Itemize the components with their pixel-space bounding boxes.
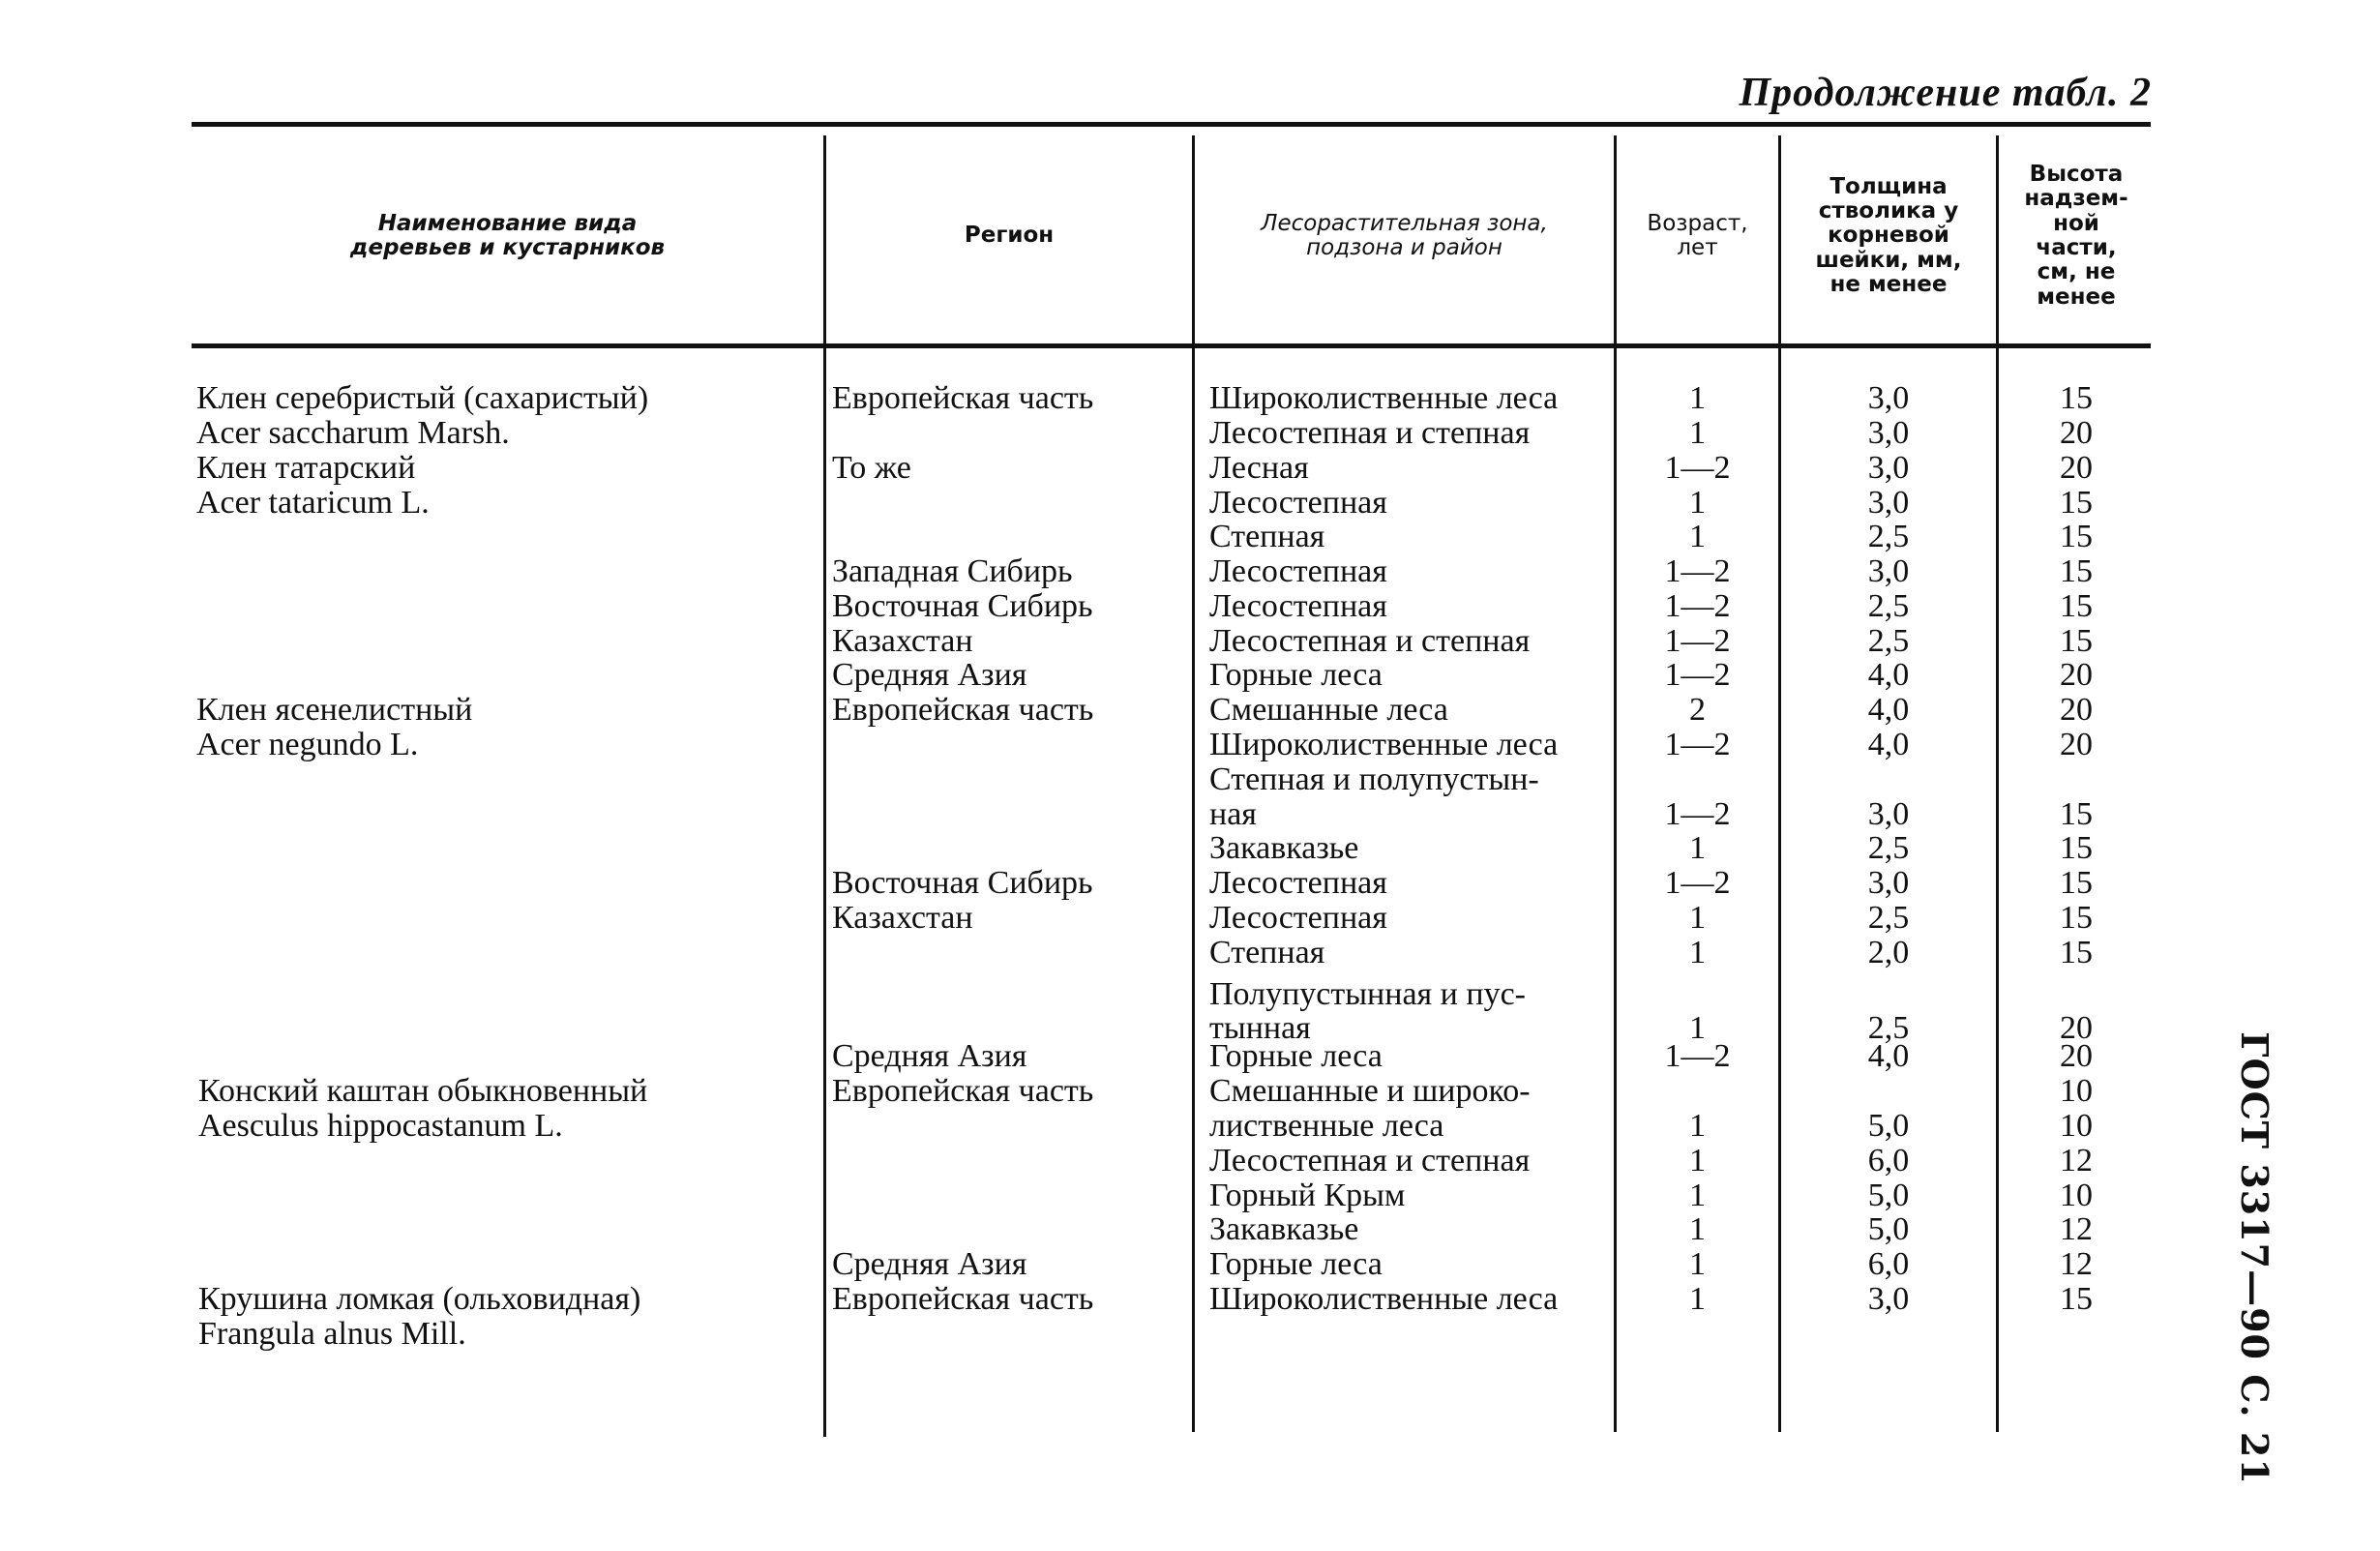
zone-cell: Степная [1209,935,1325,970]
height-cell: 15 [2060,796,2093,832]
height-cell: 20 [2060,450,2093,486]
age-cell: 2 [1689,692,1706,728]
age-cell: 1 [1689,519,1706,554]
thickness-cell: 5,0 [1867,1211,1910,1247]
zone-cell: Закавказье [1209,830,1359,866]
thickness-cell: 3,0 [1867,553,1910,589]
zone-cell: Лесостепная [1209,485,1387,521]
region-cell: Европейская часть [832,1073,1094,1109]
age-cell: 1—2 [1664,1038,1731,1074]
header-age: Возраст, лет [1647,210,1748,260]
species-name: Клен серебристый (сахаристый) [196,380,649,416]
species-latin: Acer negundo L. [196,727,419,762]
height-cell: 12 [2060,1143,2093,1178]
height-cell: 20 [2060,415,2093,451]
age-cell: 1—2 [1664,865,1731,901]
age-cell: 1 [1689,935,1706,970]
thickness-cell: 5,0 [1867,1108,1910,1144]
species-latin: Acer tataricum L. [196,485,430,521]
header-height: Высота надзем- ной части, см, не менее [2024,162,2128,310]
region-cell: Восточная Сибирь [832,865,1093,901]
region-cell: Средняя Азия [832,1246,1027,1282]
age-cell: 1—2 [1664,623,1731,659]
age-cell: 1—2 [1664,450,1731,486]
thickness-cell: 3,0 [1867,1281,1910,1317]
thickness-cell: 2,5 [1867,588,1910,624]
header-thickness: Толщина стволика у корневой шейки, мм, не менее [1815,173,1962,297]
thickness-cell: 2,5 [1867,623,1910,659]
age-cell: 1 [1689,1010,1706,1046]
height-cell: 20 [2060,657,2093,693]
zone-cell: Широколиственные леса [1209,380,1559,416]
height-cell: 15 [2060,519,2093,554]
zone-cell: Широколиственные леса [1209,1281,1559,1317]
thickness-cell: 2,5 [1867,519,1910,554]
region-cell: Средняя Азия [832,657,1027,693]
header-zone: Лесорастительная зона, подзона и район [1261,210,1548,260]
height-cell: 15 [2060,485,2093,521]
header-region: Регион [964,223,1055,249]
region-cell: Европейская часть [832,380,1094,416]
age-cell: 1 [1689,1246,1706,1282]
species-name: Конский каштан обыкновенный [198,1073,648,1109]
thickness-cell: 5,0 [1867,1178,1910,1213]
region-cell: То же [832,450,911,486]
height-cell: 15 [2060,623,2093,659]
zone-cell: Лесостепная [1209,865,1387,901]
zone-cell: Закавказье [1209,1211,1359,1247]
thickness-cell: 3,0 [1867,865,1910,901]
thickness-cell: 4,0 [1867,692,1910,728]
age-cell: 1—2 [1664,727,1731,762]
height-cell: 15 [2060,1281,2093,1317]
zone-cell: Смешанные и широко- [1209,1073,1531,1109]
height-cell: 15 [2060,380,2093,416]
age-cell: 1 [1689,900,1706,936]
height-cell: 15 [2060,935,2093,970]
zone-cell: Лесостепная [1209,553,1387,589]
species-name: Клен ясенелистный [196,692,473,728]
region-cell: Европейская часть [832,1281,1094,1317]
document-code-text: ГОСТ 3317—90 С. 21 [2232,1030,2276,1485]
age-cell: 1 [1689,1211,1706,1247]
thickness-cell: 2,5 [1867,830,1910,866]
region-cell: Западная Сибирь [832,553,1073,589]
height-cell: 10 [2060,1073,2093,1109]
thickness-cell: 2,0 [1867,935,1910,970]
zone-cell: Лесостепная [1209,900,1387,936]
height-cell: 20 [2060,727,2093,762]
thickness-cell: 4,0 [1867,657,1910,693]
age-cell: 1 [1689,485,1706,521]
thickness-cell: 3,0 [1867,450,1910,486]
species-latin: Frangula alnus Mill. [198,1316,466,1352]
height-cell: 15 [2060,830,2093,866]
age-cell: 1 [1689,1281,1706,1317]
height-cell: 10 [2060,1108,2093,1144]
zone-cell: лиственные леса [1209,1108,1444,1144]
thickness-cell: 3,0 [1867,485,1910,521]
zone-cell: Полупустынная и пус- [1209,976,1526,1012]
zone-cell: Степная и полупустын- [1209,761,1539,797]
zone-cell: Лесостепная и степная [1209,1143,1531,1178]
thickness-cell: 6,0 [1867,1143,1910,1178]
age-cell: 1—2 [1664,588,1731,624]
age-cell: 1 [1689,1143,1706,1178]
zone-cell: Лесостепная и степная [1209,623,1531,659]
species-latin: Aesculus hippocastanum L. [198,1108,563,1144]
thickness-cell: 2,5 [1867,1010,1910,1046]
species-latin: Acer saccharum Marsh. [196,415,510,451]
thickness-cell: 6,0 [1867,1246,1910,1282]
zone-cell: Горный Крым [1209,1178,1406,1213]
zone-cell: Лесостепная [1209,588,1387,624]
thickness-cell: 3,0 [1867,415,1910,451]
thickness-cell: 2,5 [1867,900,1910,936]
height-cell: 10 [2060,1178,2093,1213]
age-cell: 1 [1689,1108,1706,1144]
zone-cell: Горные леса [1209,657,1383,693]
age-cell: 1 [1689,380,1706,416]
height-cell: 15 [2060,553,2093,589]
region-cell: Восточная Сибирь [832,588,1093,624]
continuation-label: Продолжение табл. 2 [1739,71,2152,115]
zone-cell: Широколиственные леса [1209,727,1559,762]
zone-cell: Лесная [1209,450,1309,486]
thickness-cell: 4,0 [1867,1038,1910,1074]
height-cell: 15 [2060,588,2093,624]
zone-cell: Горные леса [1209,1246,1383,1282]
height-cell: 12 [2060,1246,2093,1282]
zone-cell: тынная [1209,1010,1311,1046]
region-cell: Европейская часть [832,692,1094,728]
height-cell: 20 [2060,1038,2093,1074]
height-cell: 15 [2060,900,2093,936]
region-cell: Казахстан [832,900,973,936]
age-cell: 1—2 [1664,657,1731,693]
species-name: Клен татарский [196,450,416,486]
zone-cell: Степная [1209,519,1325,554]
age-cell: 1 [1689,415,1706,451]
height-cell: 20 [2060,692,2093,728]
thickness-cell: 3,0 [1867,796,1910,832]
document-code [2225,1030,2283,1485]
thickness-cell: 3,0 [1867,380,1910,416]
table-top-rule [192,122,2151,127]
age-cell: 1 [1689,1178,1706,1213]
region-cell: Казахстан [832,623,973,659]
header-species: Наименование вида деревьев и кустарников [349,210,666,260]
height-cell: 15 [2060,865,2093,901]
age-cell: 1—2 [1664,553,1731,589]
region-cell: Средняя Азия [832,1038,1027,1074]
zone-cell: Лесостепная и степная [1209,415,1531,451]
height-cell: 12 [2060,1211,2093,1247]
age-cell: 1 [1689,830,1706,866]
height-cell: 20 [2060,1010,2093,1046]
zone-cell: Смешанные леса [1209,692,1448,728]
zone-cell: ная [1209,796,1257,832]
age-cell: 1—2 [1664,796,1731,832]
species-name: Крушина ломкая (ольховидная) [198,1281,641,1317]
table-header-rule [192,343,2151,348]
thickness-cell: 4,0 [1867,727,1910,762]
zone-cell: Горные леса [1209,1038,1383,1074]
